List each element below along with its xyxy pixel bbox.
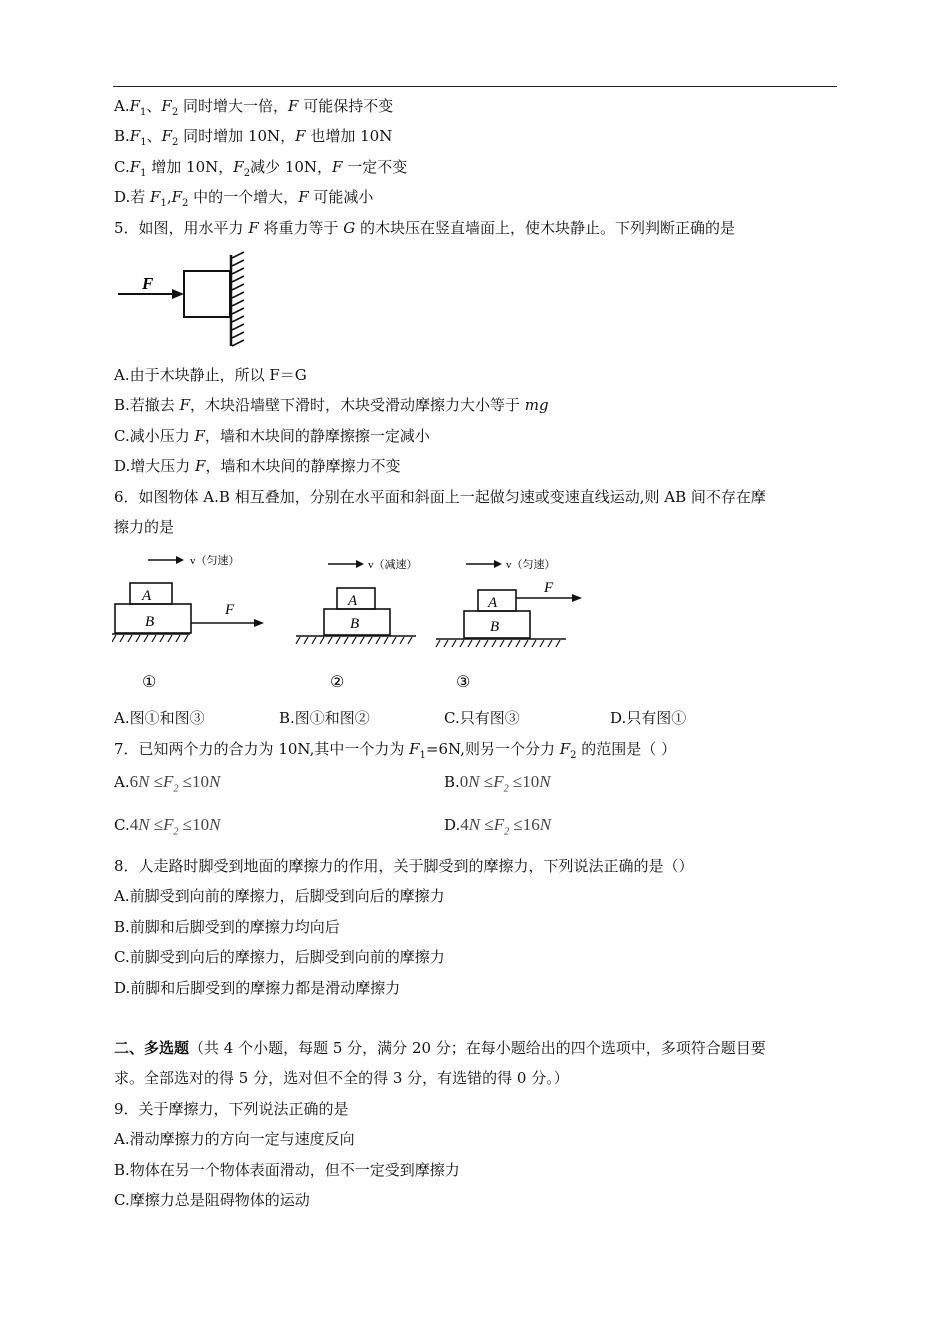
section2-title: 二、多选题 (114, 1039, 190, 1057)
q4-option-a: $A.F_1$、$F_2$ 同时增大一倍，F 可能保持不变 (114, 97, 394, 118)
q6-fig1-velocity-arrow (176, 556, 184, 564)
section2-header: 二、多选题（共 4 个小题，每题 5 分，满分 20 分；在每小题给出的四个选项中，多项符合题目要 (114, 1039, 766, 1057)
q5-option-c: C.减小压力 F，墙和木块间的静摩擦擦一定减小 (114, 427, 430, 445)
q6-fig1-label-a: A (142, 588, 152, 604)
q6-fig1-velocity-label: v（匀速） (190, 555, 240, 567)
q7-option-b: $B.0N \le F_2 \le 10N$ (444, 772, 551, 795)
q6-fig2-label-a: A (348, 593, 358, 609)
q5-option-b: B.若撤去 F，木块沿墙壁下滑时，木块受滑动摩擦力大小等于 mg (114, 396, 549, 414)
q6-option-d: D.只有图① (610, 709, 687, 727)
q5-option-a: A.由于木块静止，所以 F＝G (114, 366, 307, 384)
header-rule (113, 86, 837, 87)
q6-figure-1 (112, 546, 277, 696)
q7-stem: 7．已知两个力的合力为 10N,其中一个力为 $F_1=6N$,则另一个分力 $F_2$ 的范围是（ ） (114, 740, 677, 761)
q9-option-b: B.物体在另一个物体表面滑动，但不一定受到摩擦力 (114, 1161, 460, 1179)
q5-block (184, 271, 230, 317)
q6-stem-line1: 6．如图物体 A.B 相互叠加，分别在水平面和斜面上一起做匀速或变速直线运动,则 AB 间不存在摩 (114, 488, 766, 506)
q7-option-c: $C.4N \le F_2 \le 10N$ (114, 815, 221, 838)
q6-option-a: A.图①和图③ (114, 709, 205, 727)
q5-wall-hatch (232, 252, 244, 346)
q5-fig-label-f: F (142, 274, 154, 293)
q6-option-b: B.图①和图② (279, 709, 370, 727)
q6-figure-2 (292, 550, 422, 696)
q6-fig3-label-f: F (544, 580, 554, 596)
q6-fig3-force-arrow (572, 594, 582, 602)
q7-option-a: $A.6N \le F_2 \le 10N$ (114, 772, 221, 795)
q9-stem: 9．关于摩擦力，下列说法正确的是 (114, 1100, 349, 1118)
q6-figure-3 (432, 550, 592, 696)
q6-fig1-label-f: F (225, 602, 235, 618)
q4-option-c: $C.F_1$ 增加 10N，$F_2$减少 10N，F 一定不变 (114, 158, 408, 179)
q8-stem: 8．人走路时脚受到地面的摩擦力的作用，关于脚受到的摩擦力，下列说法正确的是（） (114, 857, 694, 875)
q6-fig3-velocity-arrow (494, 560, 502, 568)
q6-fig2-label-b: B (350, 616, 360, 632)
q4-option-d: D.若 $F_1,F_2$ 中的一个增大，F 可能减小 (114, 188, 374, 209)
q9-option-a: A.滑动摩擦力的方向一定与速度反向 (114, 1130, 355, 1148)
q6-fig1-force-arrow (254, 619, 264, 627)
q8-option-b: B.前脚和后脚受到的摩擦力均向后 (114, 918, 340, 936)
q6-fig1-label-b: B (145, 614, 155, 630)
q6-stem-line2: 擦力的是 (114, 518, 175, 536)
q6-fig3-velocity-label: v（匀速） (506, 559, 556, 571)
q5-stem: 5．如图，用水平力 F 将重力等于 G 的木块压在竖直墙面上，使木块静止。下列判断正确的是 (114, 219, 736, 237)
q6-option-c: C.只有图③ (444, 709, 520, 727)
q6-fig2-velocity-label: v（减速） (368, 559, 418, 571)
q4-option-b: $B.F_1$、$F_2$ 同时增加 10N，F 也增加 10N (114, 127, 393, 148)
q8-option-a: A.前脚受到向前的摩擦力，后脚受到向后的摩擦力 (114, 887, 445, 905)
section2-desc-line2: 求。全部选对的得 5 分，选对但不全的得 3 分，有选错的得 0 分。） (114, 1069, 569, 1087)
q6-fig3-label-b: B (490, 619, 500, 635)
q9-option-c: C.摩擦力总是阻碍物体的运动 (114, 1191, 310, 1209)
q6-fig2-number: ② (330, 674, 345, 691)
q6-fig1-number: ① (142, 674, 157, 691)
q5-figure (112, 250, 262, 350)
q6-fig2-velocity-arrow (356, 560, 364, 568)
q8-option-d: D.前脚和后脚受到的摩擦力都是滑动摩擦力 (114, 979, 401, 997)
q6-fig3-number: ③ (456, 674, 471, 691)
q5-option-d: D.增大压力 F，墙和木块间的静摩擦力不变 (114, 457, 401, 475)
q8-option-c: C.前脚受到向后的摩擦力，后脚受到向前的摩擦力 (114, 948, 445, 966)
q7-option-d: $D.4N \le F_2 \le 16N$ (444, 815, 552, 838)
q6-fig3-label-a: A (488, 595, 498, 611)
q5-arrow-head (172, 289, 184, 299)
